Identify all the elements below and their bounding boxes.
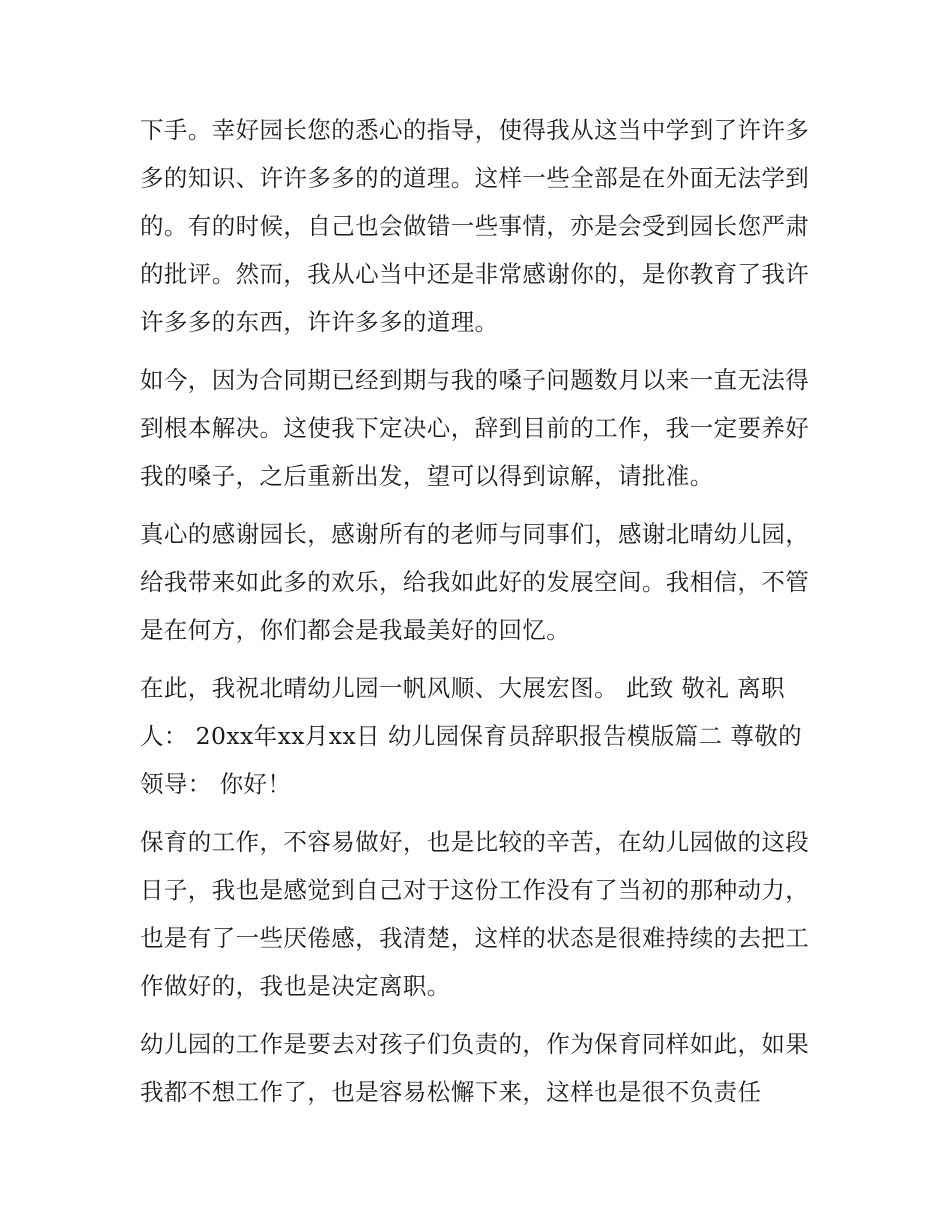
paragraph-3: 真心的感谢园长，感谢所有的老师与同事们，感谢北晴幼儿园，给我带来如此多的欢乐，给我如此好的发展空间。我相信，不管是在何方，你们都会是我最美好的回忆。 <box>140 520 810 644</box>
paragraph-5: 保育的工作，不容易做好，也是比较的辛苦，在幼儿园做的这段日子，我也是感觉到自己对于这份工作没有了当初的那种动力，也是有了一些厌倦感，我清楚，这样的状态是很难持续的去把工作做好的，我也是决定离职。 <box>140 828 810 1000</box>
paragraph-4: 在此，我祝北晴幼儿园一帆风顺、大展宏图。 此致 敬礼 离职人： 20xx年xx月xx日 幼儿园保育员辞职报告模版篇二 尊敬的领导： 你好！ <box>140 674 803 798</box>
document-body <box>140 106 812 1116</box>
paragraph-1: 下手。幸好园长您的悉心的指导，使得我从这当中学到了许许多多的知识、许许多多的的道理。这样一些全部是在外面无法学到的。有的时候，自己也会做错一些事情，亦是会受到园长您严肃的批评。然而，我从心当中还是非常感谢你的，是你教育了我许许多多的东西，许许多多的道理。 <box>140 116 810 336</box>
paragraph-6: 幼儿园的工作是要去对孩子们负责的，作为保育同样如此，如果我都不想工作了，也是容易松懈下来，这样也是很不负责任 <box>140 1030 810 1106</box>
paragraph-2: 如今，因为合同期已经到期与我的嗓子问题数月以来一直无法得到根本解决。这使我下定决心，辞到目前的工作，我一定要养好我的嗓子，之后重新出发，望可以得到谅解，请批准。 <box>140 366 810 490</box>
